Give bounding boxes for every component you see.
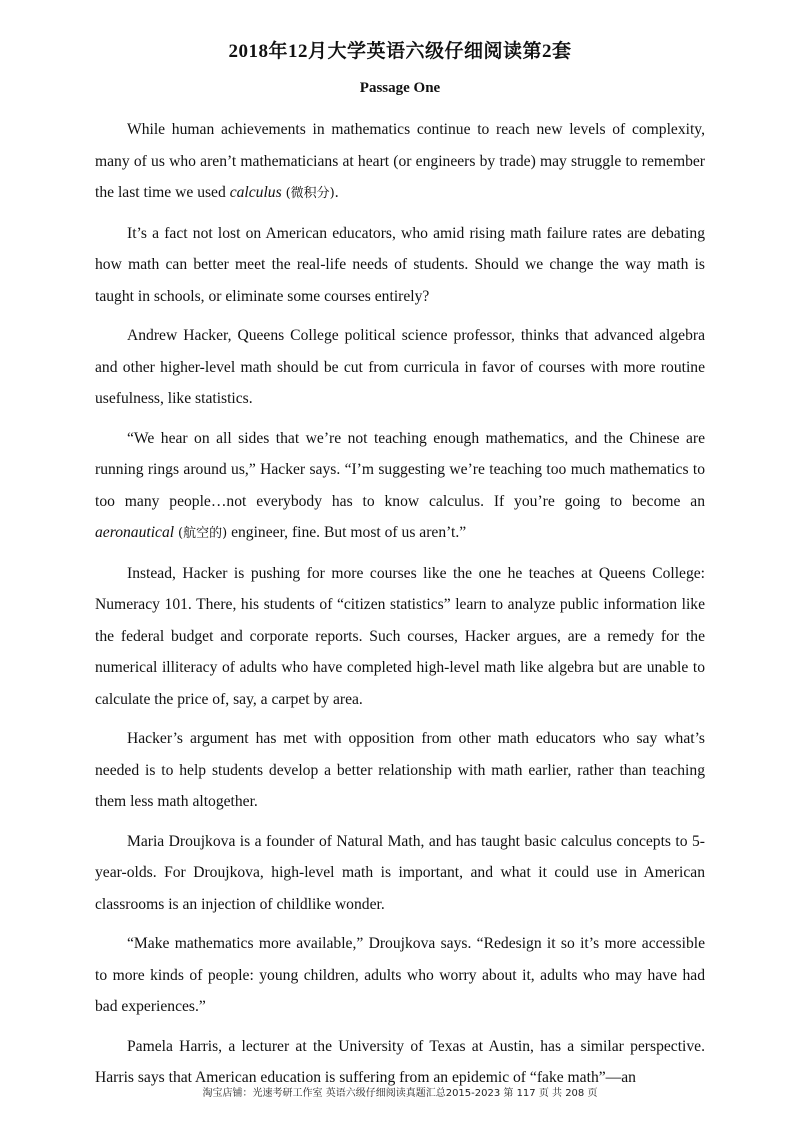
page-footer: 淘宝店铺：光速考研工作室 英语六级仔细阅读真题汇总2015-2023 第 117 页 共 208 页 xyxy=(202,1088,598,1099)
chinese-gloss: (航空的) xyxy=(178,526,228,541)
passage-heading: Passage One xyxy=(359,80,441,96)
passage-body xyxy=(95,114,705,1102)
paragraph-1 xyxy=(95,114,705,210)
paragraph-text: “We hear on all sides that we’re not teaching enough mathematics, and the Chinese are running rings around us,” Hacker says. “I’m suggesting we’re teaching too much mathematics to too many people…not everybody has to know calculus. If you’re going to become an xyxy=(95,429,705,510)
paragraph-3: Andrew Hacker, Queens College political science professor, thinks that advanced algebra and other higher-level math should be cut from curricula in favor of courses with more routine usefulness, like statistics. xyxy=(95,327,705,407)
paragraph-text: . xyxy=(334,184,339,201)
paragraph-4 xyxy=(95,423,705,550)
paragraph-7: Maria Droujkova is a founder of Natural Math, and has taught basic calculus concepts to 5-year-olds. For Droujkova, high-level math is important, and what it could use in American classrooms is an injection of childlike wonder. xyxy=(95,832,705,913)
vocabulary-term: aeronautical xyxy=(95,524,175,541)
paragraph-2: It’s a fact not lost on American educators, who amid rising math failure rates are debating how math can better meet the real-life needs of students. Should we change the way math is taught in schools, or eliminate some courses entirely? xyxy=(95,224,705,305)
paragraph-text: engineer, fine. But most of us aren’t.” xyxy=(227,524,467,541)
vocabulary-term: calculus xyxy=(229,184,282,201)
paragraph-5: Instead, Hacker is pushing for more courses like the one he teaches at Queens College: Numeracy 101. There, his students of “citizen statistics” learn to analyze public information like the federal budget and corporate reports. Such courses, Hacker argues, are a remedy for the numerical illiteracy of adults who have completed high-level math like algebra but are unable to calculate the price of, say, a carpet by area. xyxy=(95,564,705,708)
paragraph-8: “Make mathematics more available,” Droujkova says. “Redesign it so it’s more accessible to more kinds of people: young children, adults who worry about it, adults who may have had bad experiences.” xyxy=(95,935,705,1015)
paragraph-9: Pamela Harris, a lecturer at the University of Texas at Austin, has a similar perspective. Harris says that American education is suffering from an epidemic of “fake math”—an xyxy=(95,1037,705,1086)
paragraph-6: Hacker’s argument has met with opposition from other math educators who say what’s needed is to help students develop a better relationship with math earlier, rather than teaching them less math altogether. xyxy=(95,730,705,810)
document-title: 2018年12月大学英语六级仔细阅读第2套 xyxy=(228,41,572,62)
paragraph-text: While human achievements in mathematics continue to reach new levels of complexity, many of us who aren’t mathematicians at heart (or engineers by trade) may struggle to remember the last time we used xyxy=(95,121,705,201)
chinese-gloss: (微积分) xyxy=(285,186,335,201)
